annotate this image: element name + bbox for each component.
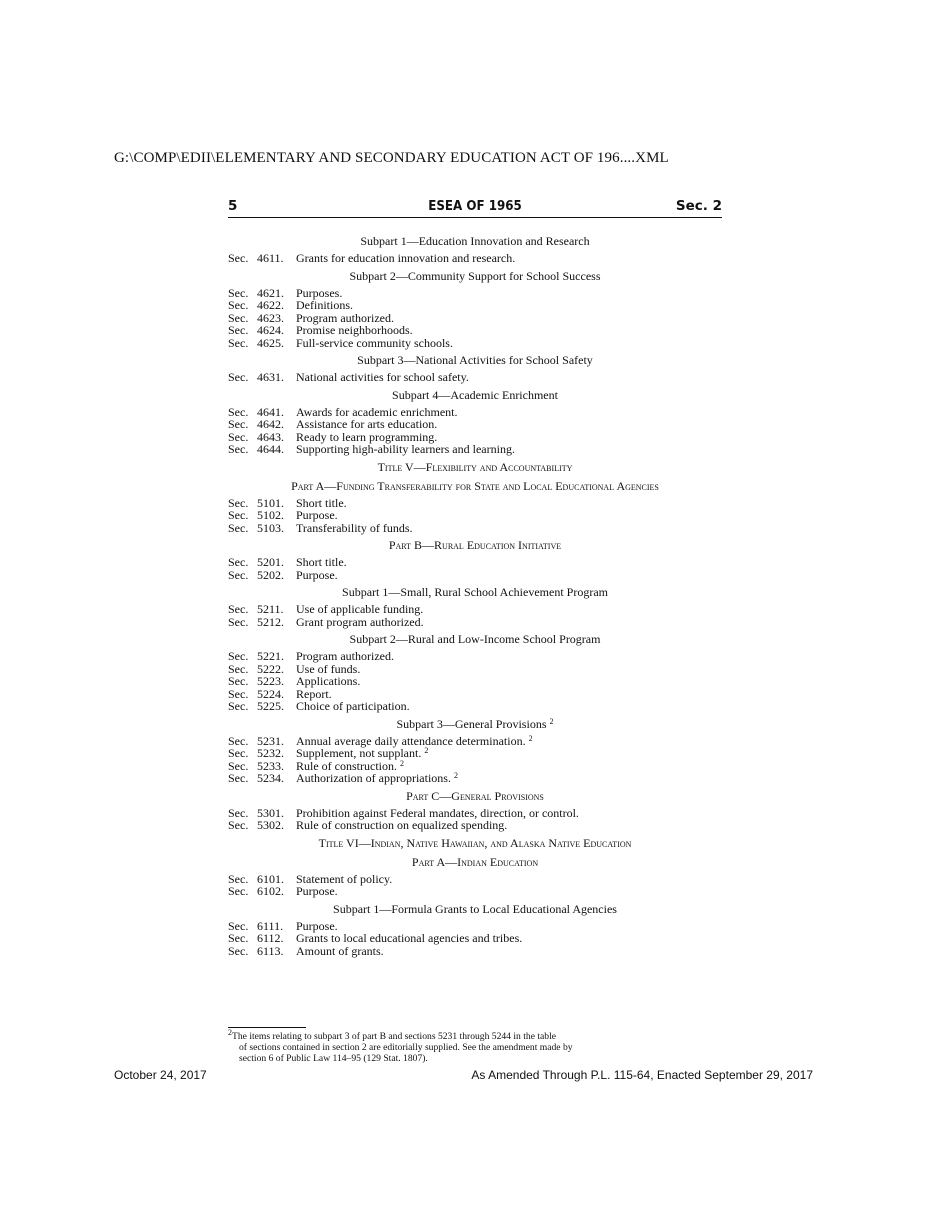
section-number: 4644. [257,442,284,456]
section-number: 4623. [257,310,284,325]
section-label: Sec. [228,733,249,748]
toc-heading: Subpart 1—Formula Grants to Local Educational Agencies [333,901,617,916]
section-number: 5212. [257,614,284,629]
section-number: 5201. [257,555,284,569]
section-number: 5222. [257,661,284,676]
footnote-ref: 2 [453,771,458,780]
section-title: Supplement, not supplant. [296,746,422,760]
section-number: 4625. [257,335,284,350]
toc-entry [228,772,722,785]
toc-entry [228,885,722,898]
section-title: Use of applicable funding. [296,602,424,616]
section-number: 5302. [257,818,284,832]
section-title: Purpose. [296,884,338,898]
footnote-ref: 2 [424,746,429,755]
section-title: Purpose. [296,508,338,522]
toc-heading: Subpart 3—General Provisions $^2$ [396,716,554,731]
section-number: 5301. [257,805,284,820]
section-number: 4643. [257,429,284,444]
section-title: Report. [296,686,332,701]
toc-entry [228,252,722,265]
section-title: Annual average daily attendance determination. [296,733,526,748]
toc-heading: Part A—Indian Education [411,854,539,869]
running-title: ESEA OF 1965 [428,198,522,214]
section-label: Sec. [228,943,249,958]
section-title: Assistance for arts education. [296,417,438,431]
section-title: Short title. [296,495,347,510]
footnote-marker: 2 [228,1028,232,1037]
section-label: Sec. [228,285,249,300]
footnote [228,1028,722,1064]
footnote-ref: 2 [528,733,533,743]
section-number: 4642. [257,417,284,431]
section-label: Sec. [228,818,249,832]
footer-amended: As Amended Through P.L. 115-64, Enacted September 29, 2017 [471,1068,813,1082]
section-title: Purpose. [296,918,338,933]
section-label: Sec. [228,884,249,898]
section-label: Sec. [228,323,249,337]
toc-heading: Subpart 1—Small, Rural School Achievement Program [342,585,608,599]
section-label: Sec. [228,614,249,629]
section-label: Sec. [228,442,249,456]
section-title: Full-service community schools. [296,335,453,350]
footnote-line: $^2$The items relating to subpart 3 of part B and sections 5231 through 5244 in the table [228,1028,556,1042]
section-number: 5231. [257,733,284,748]
section-number: 5224. [257,686,284,701]
toc-heading: Subpart 2—Community Support for School Success [349,268,601,283]
table-of-contents [228,230,722,957]
section-number: 4624. [257,323,284,337]
section-number: 5102. [257,508,284,522]
toc-entry [228,371,722,384]
section-title: Purposes. [296,285,343,300]
toc-entry [228,616,722,629]
toc-heading: Title VI—Indian, Native Hawaiian, and Alaska Native Education [318,835,632,850]
section-title: Promise neighborhoods. [296,323,413,337]
section-number: 5223. [257,674,284,688]
section-label: Sec. [228,602,249,616]
toc-heading: Subpart 1—Education Innovation and Research [360,234,590,248]
toc-entry [228,819,722,832]
section-label: Sec. [228,404,249,419]
section-title: Program authorized. [296,649,394,663]
page-number: 5 [228,198,238,214]
section-title: Statement of policy. [296,871,393,886]
footnote-rule [228,1027,306,1028]
section-number: 5101. [257,495,284,510]
section-title: Rule of construction on equalized spending. [296,818,508,832]
section-label: Sec. [228,310,249,325]
section-title: Authorization of appropriations. [296,771,451,785]
section-label: Sec. [228,805,249,820]
toc-entry [228,569,722,582]
section-title: Applications. [296,674,361,688]
section-title: Program authorized. [296,310,394,325]
section-title: Amount of grants. [296,943,384,958]
section-title: Grants for education innovation and research. [296,251,516,265]
section-number: 6112. [257,931,284,945]
section-label: Sec. [228,771,249,785]
section-number: 4611. [257,251,284,265]
section-label: Sec. [228,699,249,713]
section-number: 6101. [257,871,284,886]
section-number: 5225. [257,699,284,713]
section-number: 6111. [257,918,284,933]
section-number: 5202. [257,567,284,582]
section-label: Sec. [228,370,249,384]
section-number: 5103. [257,520,284,535]
toc-entry [228,443,722,456]
section-title: National activities for school safety. [296,370,469,384]
toc-entry [228,945,722,958]
section-label: Sec. [228,520,249,535]
section-number: 6102. [257,884,284,898]
section-label: Sec. [228,871,249,886]
footer-date: October 24, 2017 [114,1068,207,1082]
section-label: Sec. [228,931,249,945]
section-label: Sec. [228,674,249,688]
footnote-ref: 2 [399,758,404,768]
section-title: Purpose. [296,567,338,582]
section-label: Sec. [228,429,249,444]
section-label: Sec. [228,251,249,265]
section-title: Awards for academic enrichment. [296,404,458,419]
section-label: Sec. [228,661,249,676]
section-number: 5233. [257,758,284,773]
running-head [228,198,722,218]
section-number: 4641. [257,404,284,419]
section-title: Use of funds. [296,661,361,676]
toc-entry [228,337,722,350]
section-title: Choice of participation. [296,699,410,713]
section-number: 4622. [257,298,284,312]
section-label: Sec. [228,298,249,312]
section-number: 4631. [257,370,284,384]
section-number: 6113. [257,943,284,958]
toc-entry [228,522,722,535]
section-label: Sec. [228,746,249,760]
section-label: Sec. [228,758,249,773]
footnote-ref: 2 [549,716,554,726]
toc-heading: Part A—Funding Transferability for State and Local Educational Agencies [291,478,659,493]
section-title: Short title. [296,555,347,569]
section-title: Definitions. [296,298,353,312]
section-number: 5234. [257,771,284,785]
section-title: Supporting high-ability learners and learning. [296,442,515,456]
toc-entry [228,700,722,713]
section-number: 5221. [257,649,284,663]
section-title: Prohibition against Federal mandates, direction, or control. [296,805,579,820]
section-title: Grant program authorized. [296,614,424,629]
toc-heading: Part B—Rural Education Initiative [388,538,562,552]
toc-heading: Title V—Flexibility and Accountability [377,459,573,474]
running-section: Sec. 2 [675,198,722,214]
section-label: Sec. [228,567,249,582]
section-number: 5211. [257,602,284,616]
section-label: Sec. [228,335,249,350]
toc-heading: Subpart 2—Rural and Low-Income School Program [349,632,601,646]
toc-heading: Subpart 3—National Activities for School Safety [357,353,593,367]
section-label: Sec. [228,495,249,510]
section-label: Sec. [228,918,249,933]
section-number: 4621. [257,285,284,300]
section-title: Rule of construction. [296,758,397,773]
section-label: Sec. [228,555,249,569]
footnote-line: of sections contained in section 2 are editorially supplied. See the amendment made by [239,1042,573,1053]
footnote-line: section 6 of Public Law 114–95 (129 Stat. 1807). [239,1053,428,1064]
section-title: Ready to learn programming. [296,429,438,444]
section-label: Sec. [228,508,249,522]
toc-heading: Subpart 4—Academic Enrichment [392,387,558,402]
section-label: Sec. [228,649,249,663]
section-title: Transferability of funds. [296,520,413,535]
section-label: Sec. [228,417,249,431]
file-path: G:\COMP\EDII\ELEMENTARY AND SECONDARY EDUCATION ACT OF 196....XML [114,150,669,166]
section-title: Grants to local educational agencies and tribes. [296,931,523,945]
section-number: 5232. [257,746,284,760]
toc-heading: Part C—General Provisions [406,788,544,803]
section-label: Sec. [228,686,249,701]
